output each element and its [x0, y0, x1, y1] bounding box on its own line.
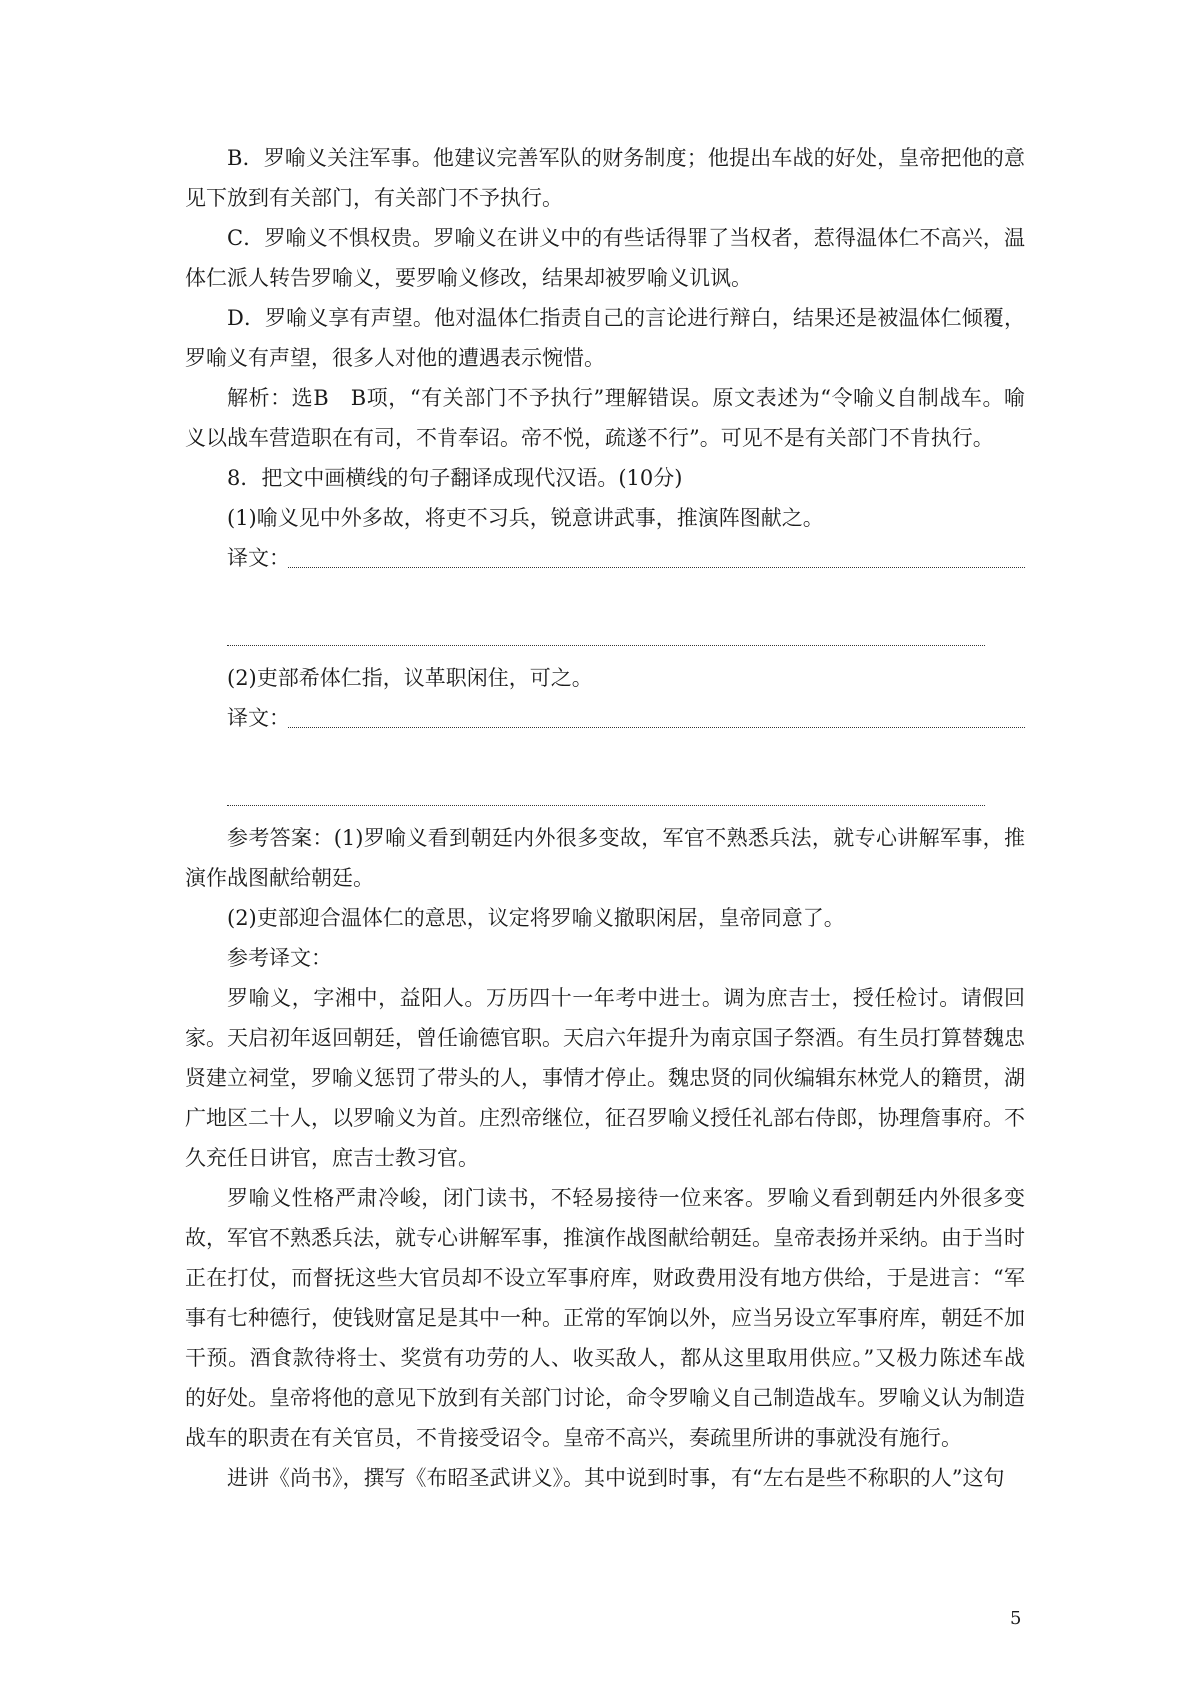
analysis-paragraph: 解析：选B B项，“有关部门不予执行”理解错误。原文表述为“令喻义自制战车。喻义以战车营造职在有司，不肯奉诏。帝不悦，疏遂不行”。可见不是有关部门不肯执行。	[185, 386, 1025, 450]
answer-blank-line-1a[interactable]	[288, 567, 1025, 568]
question-8-item-1: (1)喻义见中外多故，将吏不习兵，锐意讲武事，推演阵图献之。	[227, 506, 824, 530]
answer-gap-1	[185, 578, 1025, 618]
translation-label-1: 译文：	[227, 546, 290, 570]
option-c: C．罗喻义不惧权贵。罗喻义在讲义中的有些话得罪了当权者，惹得温体仁不高兴，温体仁派人转告罗喻义，要罗喻义修改，结果却被罗喻义讥讽。	[185, 226, 1025, 290]
answer-blank-line-1b[interactable]	[227, 645, 985, 646]
answer-blank-line-2b[interactable]	[227, 805, 985, 806]
translation-label-2: 译文：	[227, 706, 290, 730]
translation-line-1	[185, 538, 1025, 578]
answer-blank-line-2a[interactable]	[288, 727, 1025, 728]
reference-translation-paragraph-3: 进讲《尚书》，撰写《布昭圣武讲义》。其中说到时事，有“左右是些不称职的人”这句	[227, 1466, 1005, 1490]
translation-line-2	[185, 698, 1025, 738]
option-b: B．罗喻义关注军事。他建议完善军队的财务制度；他提出车战的好处，皇帝把他的意见下放到有关部门，有关部门不予执行。	[185, 146, 1025, 210]
question-8-title: 8．把文中画横线的句子翻译成现代汉语。(10分)	[227, 466, 683, 490]
option-d: D．罗喻义享有声望。他对温体仁指责自己的言论进行辩白，结果还是被温体仁倾覆，罗喻义有声望，很多人对他的遭遇表示惋惜。	[185, 306, 1025, 370]
page-number: 5	[1010, 1608, 1022, 1629]
reference-translation-paragraph-1: 罗喻义，字湘中，益阳人。万历四十一年考中进士。调为庶吉士，授任检讨。请假回家。天启初年返回朝廷，曾任谕德官职。天启六年提升为南京国子祭酒。有生员打算替魏忠贤建立祠堂，罗喻义惩罚了带头的人，事情才停止。魏忠贤的同伙编辑东林党人的籍贯，湖广地区二十人，以罗喻义为首。庄烈帝继位，征召罗喻义授任礼部右侍郎，协理詹事府。不久充任日讲官，庶吉士教习官。	[185, 986, 1025, 1170]
reference-answer-2: (2)吏部迎合温体仁的意思，议定将罗喻义撤职闲居，皇帝同意了。	[227, 906, 845, 930]
page-content	[185, 138, 1025, 1498]
answer-gap-2	[185, 738, 1025, 778]
reference-translation-paragraph-2: 罗喻义性格严肃冷峻，闭门读书，不轻易接待一位来客。罗喻义看到朝廷内外很多变故，军官不熟悉兵法，就专心讲解军事，推演作战图献给朝廷。皇帝表扬并采纳。由于当时正在打仗，而督抚这些大官员却不设立军事府库，财政费用没有地方供给，于是进言：“军事有七种德行，使钱财富足是其中一种。正常的军饷以外，应当另设立军事府库，朝廷不加干预。酒食款待将士、奖赏有功劳的人、收买敌人，都从这里取用供应。”又极力陈述车战的好处。皇帝将他的意见下放到有关部门讨论，命令罗喻义自己制造战车。罗喻义认为制造战车的职责在有关官员，不肯接受诏令。皇帝不高兴，奏疏里所讲的事就没有施行。	[185, 1186, 1025, 1450]
answer-blank-row-2b	[185, 778, 1025, 818]
reference-answer-1: 参考答案：(1)罗喻义看到朝廷内外很多变故，军官不熟悉兵法，就专心讲解军事，推演作战图献给朝廷。	[185, 826, 1025, 890]
question-8-item-2: (2)吏部希体仁指，议革职闲住，可之。	[227, 666, 593, 690]
reference-translation-label: 参考译文：	[227, 946, 332, 970]
answer-blank-row-1b	[185, 618, 1025, 658]
